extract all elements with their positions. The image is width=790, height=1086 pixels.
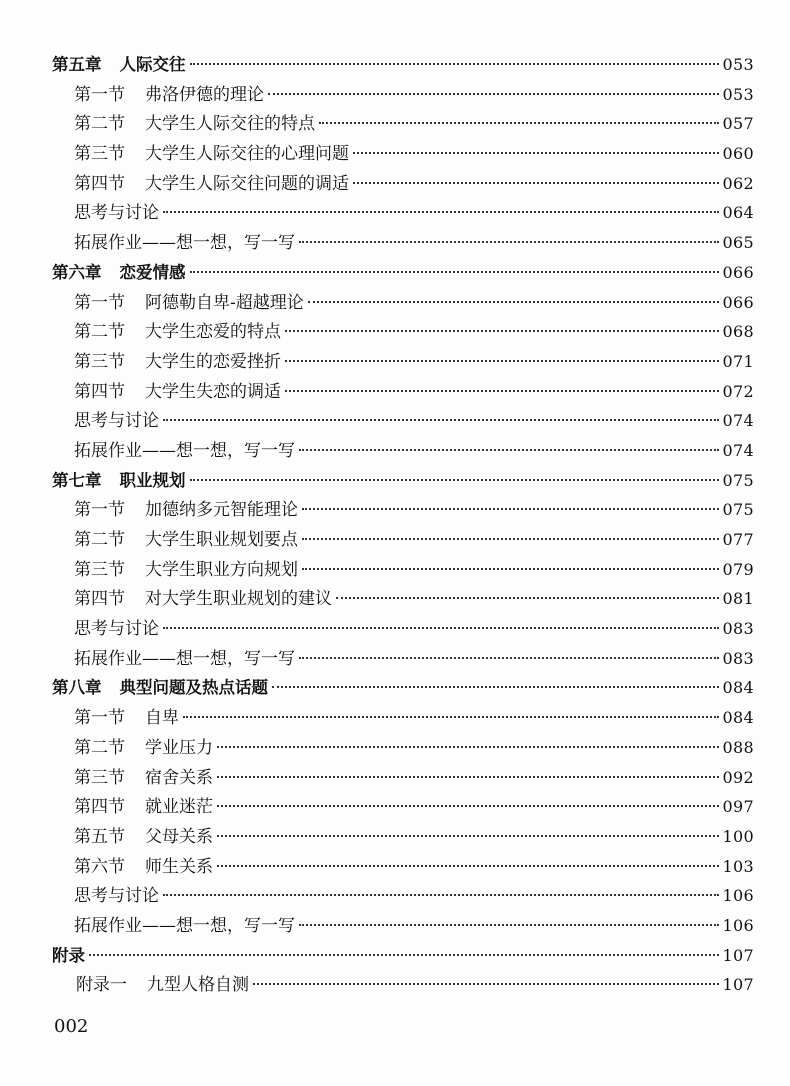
toc-entry-number: 附录一 [76, 975, 127, 996]
toc-entry-title: 大学生失恋的调适 [145, 381, 281, 402]
toc-entry-page-number: 062 [722, 173, 754, 193]
toc-entry-title: 大学生职业规划要点 [145, 530, 298, 550]
toc-entry-page-number: 066 [722, 292, 754, 312]
toc-entry-title: 学业压力 [145, 737, 213, 758]
toc-entry-section [52, 733, 754, 763]
toc-entry-page-number: 053 [722, 84, 754, 104]
dot-leader [217, 865, 719, 867]
toc-entry-section [52, 792, 754, 822]
dot-leader [353, 182, 719, 184]
toc-entry-section [52, 169, 754, 199]
toc-entry-number: 第一节 [74, 292, 125, 313]
toc-entry-title: 大学生职业方向规划 [145, 559, 298, 580]
toc-entry-page-number: 097 [722, 797, 754, 817]
toc-entry-number: 第四节 [74, 797, 125, 818]
toc-entry-title: 大学生人际交往的心理问题 [145, 144, 349, 165]
dot-leader [299, 657, 719, 659]
toc-entry-number: 第八章 [52, 678, 102, 698]
dot-leader [353, 152, 719, 154]
dot-leader [217, 776, 719, 778]
toc-entry-number: 第三节 [74, 144, 125, 165]
dot-leader [163, 419, 719, 421]
toc-entry-title: 九型人格自测 [147, 975, 249, 996]
toc-entry-title: 思考与讨论 [74, 619, 159, 640]
toc-entry-title: 思考与讨论 [74, 203, 159, 224]
toc-entry-page-number: 084 [722, 708, 754, 728]
toc-entry-page-number: 106 [722, 915, 754, 935]
dot-leader [285, 390, 719, 392]
dot-leader [285, 330, 719, 332]
toc-entry-section [52, 703, 754, 733]
toc-entry-number: 第四节 [74, 589, 125, 610]
dot-leader [285, 360, 719, 362]
dot-leader [302, 538, 719, 540]
toc-entry-page-number: 084 [722, 678, 754, 698]
toc-entry-title: 拓展作业——想一想，写一写 [74, 440, 295, 461]
toc-entry-page-number: 053 [722, 55, 754, 74]
toc-entry-chapter [52, 941, 754, 971]
toc-entry-number: 第二节 [74, 114, 125, 135]
toc-entry-page-number: 100 [722, 826, 754, 846]
toc-entry-number: 第七章 [52, 470, 102, 490]
toc-entry-title: 思考与讨论 [74, 411, 159, 432]
toc-entry-section [52, 317, 754, 347]
page-folio: 002 [54, 1016, 89, 1037]
toc-entry-number: 第一节 [74, 708, 125, 729]
toc-entry-section [52, 377, 754, 407]
toc-entry-title: 人际交往 [119, 55, 186, 74]
toc-entry-section [52, 555, 754, 585]
dot-leader [299, 449, 719, 451]
toc-entry-page-number: 057 [722, 114, 754, 134]
toc-entry-extra [52, 911, 754, 941]
toc-entry-page-number: 107 [722, 945, 754, 965]
toc-entry-chapter [52, 50, 754, 80]
toc-entry-page-number: 072 [722, 381, 754, 401]
toc-entry-title: 弗洛伊德的理论 [145, 84, 264, 105]
toc-entry-section [52, 347, 754, 377]
toc-entry-title: 就业迷茫 [145, 797, 213, 818]
dot-leader [336, 597, 719, 599]
toc-entry-page-number: 068 [722, 322, 754, 342]
toc-entry-page-number: 107 [722, 975, 754, 995]
toc-entry-section [52, 288, 754, 318]
dot-leader [89, 954, 719, 956]
toc-entry-chapter [52, 673, 754, 703]
toc-entry-title: 拓展作业——想一想，写一写 [74, 233, 295, 254]
toc-entry-section [52, 822, 754, 852]
toc-entry-number: 第四节 [74, 173, 125, 194]
toc-entry-number: 第二节 [74, 322, 125, 343]
dot-leader [163, 627, 719, 629]
toc-entry-extra [52, 614, 754, 644]
toc-entry-page-number: 083 [722, 619, 754, 639]
toc-entry-section [52, 139, 754, 169]
toc-entry-page-number: 092 [722, 767, 754, 787]
toc-entry-extra [52, 198, 754, 228]
dot-leader [217, 746, 719, 748]
toc-entry-section [52, 763, 754, 793]
toc-entry-page-number: 060 [722, 144, 754, 164]
toc-entry-title: 阿德勒自卑-超越理论 [145, 292, 304, 313]
toc-entry-extra [52, 228, 754, 258]
toc-entry-number: 第二节 [74, 737, 125, 758]
toc-entry-section [52, 852, 754, 882]
dot-leader [190, 479, 719, 481]
toc-entry-page-number: 083 [722, 648, 754, 668]
toc-entry-title: 师生关系 [145, 856, 213, 877]
toc-entry-page-number: 066 [722, 262, 754, 282]
toc-entry-title: 大学生人际交往的特点 [145, 114, 315, 135]
toc-entry-page-number: 075 [722, 500, 754, 520]
toc-entry-number: 第三节 [74, 351, 125, 372]
toc-entry-extra [52, 436, 754, 466]
toc-entry-number: 第五节 [74, 826, 125, 847]
toc-entry-extra [52, 881, 754, 911]
toc-entry-page-number: 079 [722, 559, 754, 579]
toc-entry-title: 拓展作业——想一想，写一写 [74, 648, 295, 669]
toc-entry-title: 思考与讨论 [74, 886, 159, 907]
dot-leader [190, 63, 719, 65]
toc-entry-number: 第二节 [74, 530, 125, 550]
dot-leader [183, 716, 719, 718]
dot-leader [190, 271, 719, 273]
toc-entry-number: 第三节 [74, 767, 125, 788]
dot-leader [217, 805, 719, 807]
toc-entry-section [52, 80, 754, 110]
toc-entry-title: 恋爱情感 [119, 262, 186, 282]
dot-leader [253, 983, 719, 985]
toc-entry-title: 职业规划 [119, 470, 186, 490]
dot-leader [302, 568, 719, 570]
dot-leader [299, 241, 719, 243]
toc-entry-title: 附录 [52, 945, 85, 965]
toc-entry-page-number: 065 [722, 233, 754, 253]
toc-entry-section [52, 495, 754, 525]
dot-leader [217, 835, 719, 837]
table-of-contents [52, 50, 754, 1000]
dot-leader [319, 122, 719, 124]
toc-entry-extra [52, 644, 754, 674]
toc-entry-chapter [52, 258, 754, 288]
dot-leader [163, 894, 719, 896]
toc-entry-title: 宿舍关系 [145, 767, 213, 788]
toc-entry-page-number: 074 [722, 411, 754, 431]
toc-entry-page-number: 064 [722, 203, 754, 223]
toc-entry-title: 大学生人际交往问题的调适 [145, 173, 349, 194]
toc-entry-page-number: 071 [722, 351, 754, 371]
toc-entry-title: 对大学生职业规划的建议 [145, 589, 332, 610]
toc-entry-section [52, 584, 754, 614]
toc-entry-title: 大学生恋爱的特点 [145, 322, 281, 343]
toc-entry-section [52, 109, 754, 139]
toc-entry-number: 第一节 [74, 500, 125, 521]
dot-leader [268, 93, 719, 95]
dot-leader [308, 301, 719, 303]
toc-entry-title: 加德纳多元智能理论 [145, 500, 298, 521]
toc-entry-title: 父母关系 [145, 826, 213, 847]
toc-entry-number: 第四节 [74, 381, 125, 402]
toc-entry-number: 第五章 [52, 55, 102, 74]
toc-entry-page-number: 103 [722, 856, 754, 876]
dot-leader [299, 924, 719, 926]
toc-entry-number: 第三节 [74, 559, 125, 580]
toc-entry-page-number: 074 [722, 440, 754, 460]
toc-entry-title: 自卑 [145, 708, 179, 729]
toc-entry-title: 拓展作业——想一想，写一写 [74, 915, 295, 936]
toc-entry-title: 典型问题及热点话题 [119, 678, 268, 698]
toc-entry-extra [52, 406, 754, 436]
toc-entry-page-number: 106 [722, 886, 754, 906]
toc-entry-page-number: 081 [722, 589, 754, 609]
toc-entry-page-number: 077 [722, 530, 754, 549]
toc-entry-section [52, 525, 754, 555]
toc-entry-chapter [52, 466, 754, 496]
dot-leader [272, 686, 719, 688]
toc-entry-page-number: 075 [722, 470, 754, 490]
toc-entry-number: 第一节 [74, 84, 125, 105]
toc-entry-page-number: 088 [722, 737, 754, 757]
toc-entry-appendix-item [52, 970, 754, 1000]
toc-entry-number: 第六章 [52, 262, 102, 282]
toc-entry-title: 大学生的恋爱挫折 [145, 351, 281, 372]
dot-leader [163, 211, 719, 213]
toc-entry-number: 第六节 [74, 856, 125, 877]
dot-leader [302, 508, 719, 510]
